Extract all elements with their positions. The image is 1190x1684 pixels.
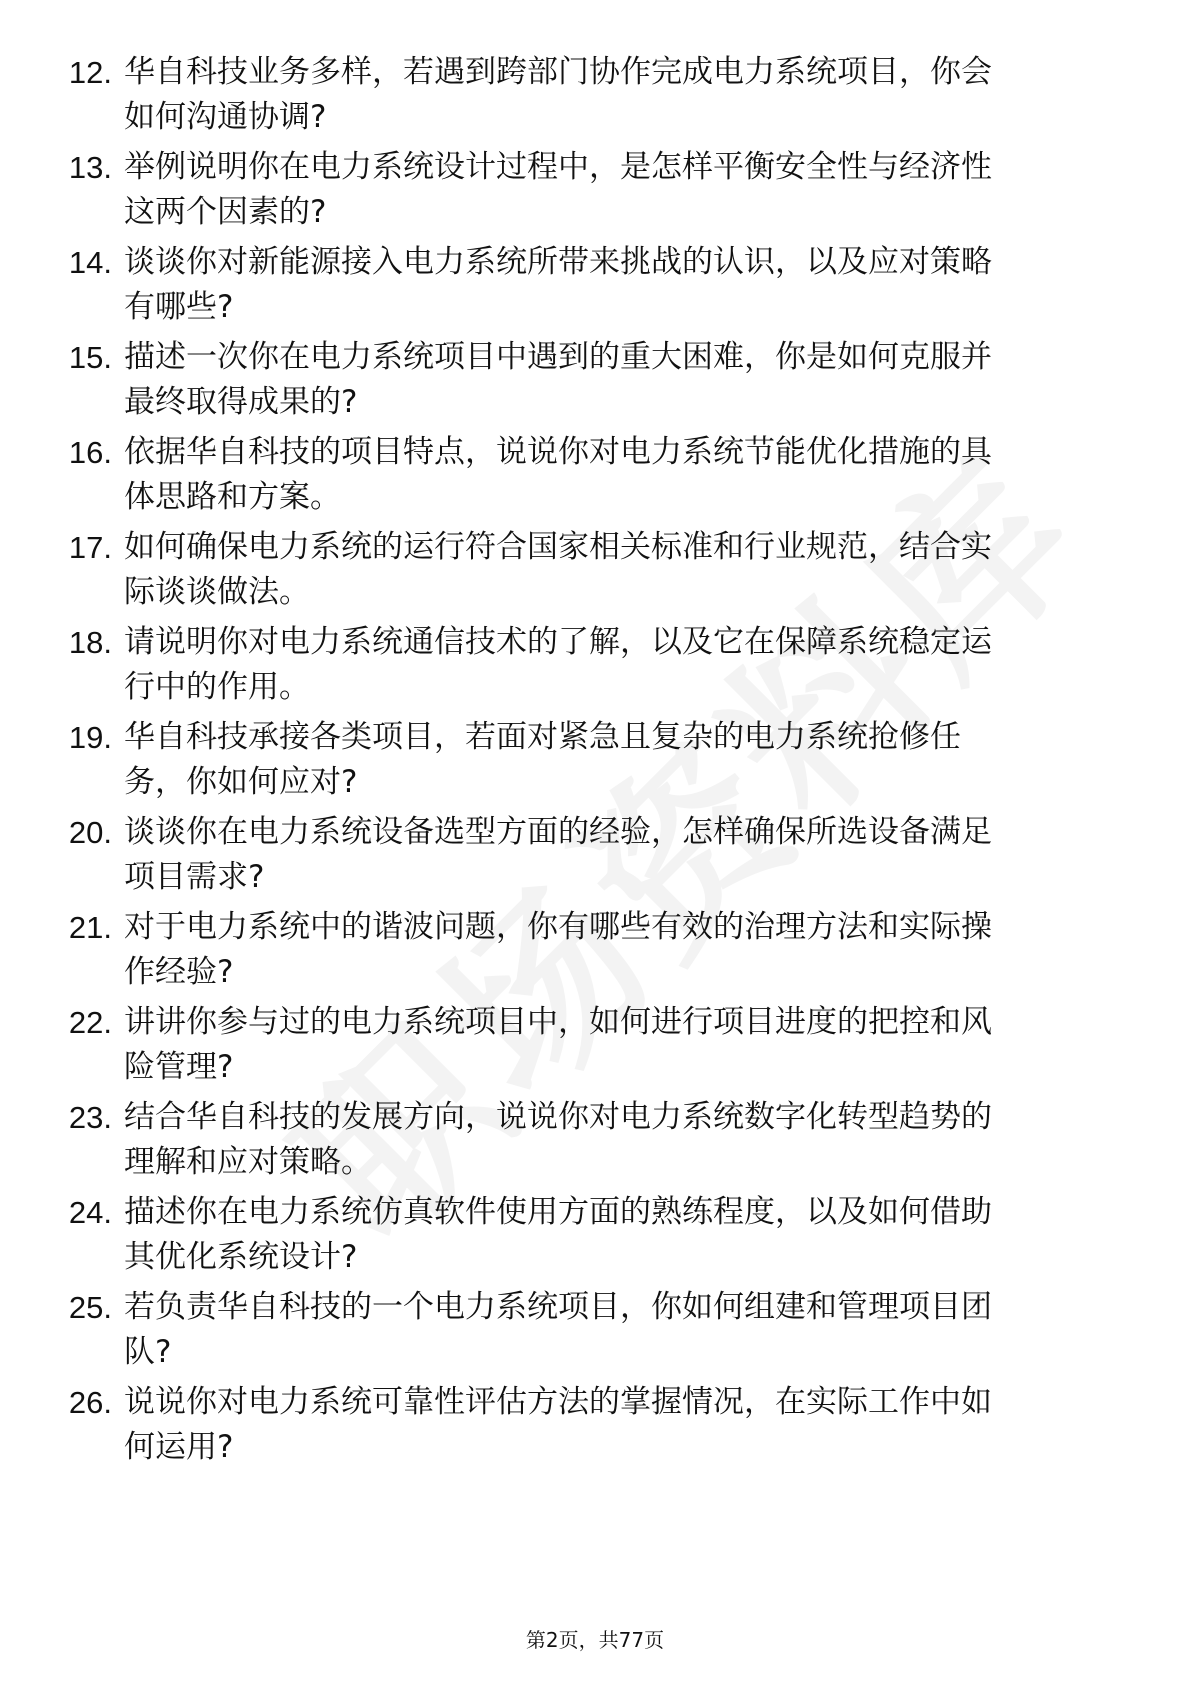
text-line: 理解和应对策略。 bbox=[124, 1144, 372, 1180]
text-line: 作经验? bbox=[124, 954, 234, 990]
text-line: 华自科技业务多样，若遇到跨部门协作完成电力系统项目，你会 bbox=[124, 54, 992, 90]
text-line: 举例说明你在电力系统设计过程中，是怎样平衡安全性与经济性 bbox=[124, 149, 992, 185]
item-number: 18. bbox=[68, 625, 112, 660]
item-number: 14. bbox=[68, 245, 112, 280]
text-line: 队? bbox=[124, 1334, 172, 1370]
text-line: 讲讲你参与过的电力系统项目中，如何进行项目进度的把控和风 bbox=[124, 1004, 992, 1040]
item-text bbox=[124, 905, 1124, 995]
item-text bbox=[124, 1285, 1124, 1375]
item-number: 20. bbox=[68, 815, 112, 850]
text-line: 际谈谈做法。 bbox=[124, 574, 310, 610]
item-number: 13. bbox=[68, 150, 112, 185]
item-number: 16. bbox=[68, 435, 112, 470]
text-line: 有哪些? bbox=[124, 289, 234, 325]
item-text bbox=[124, 1095, 1124, 1185]
item-text bbox=[124, 1380, 1124, 1470]
text-line: 华自科技承接各类项目，若面对紧急且复杂的电力系统抢修任 bbox=[124, 719, 961, 755]
item-text bbox=[124, 810, 1124, 900]
item-number: 17. bbox=[68, 530, 112, 565]
item-text bbox=[124, 525, 1124, 615]
item-text bbox=[124, 1000, 1124, 1090]
item-text bbox=[124, 430, 1124, 520]
text-line: 说说你对电力系统可靠性评估方法的掌握情况，在实际工作中如 bbox=[124, 1384, 992, 1420]
text-line: 务，你如何应对? bbox=[124, 764, 358, 800]
text-line: 最终取得成果的? bbox=[124, 384, 358, 420]
item-number: 22. bbox=[68, 1005, 112, 1040]
text-line: 若负责华自科技的一个电力系统项目，你如何组建和管理项目团 bbox=[124, 1289, 992, 1325]
item-number: 24. bbox=[68, 1195, 112, 1230]
item-number: 19. bbox=[68, 720, 112, 755]
item-number: 12. bbox=[68, 55, 112, 90]
text-line: 险管理? bbox=[124, 1049, 234, 1085]
text-line: 其优化系统设计? bbox=[124, 1239, 358, 1275]
text-line: 谈谈你在电力系统设备选型方面的经验，怎样确保所选设备满足 bbox=[124, 814, 992, 850]
text-line: 谈谈你对新能源接入电力系统所带来挑战的认识，以及应对策略 bbox=[124, 244, 992, 280]
text-line: 这两个因素的? bbox=[124, 194, 327, 230]
item-text bbox=[124, 50, 1124, 140]
item-number: 25. bbox=[68, 1290, 112, 1325]
item-text bbox=[124, 145, 1124, 235]
item-number: 15. bbox=[68, 340, 112, 375]
item-number: 21. bbox=[68, 910, 112, 945]
page-footer: 第2页，共77页 bbox=[525, 1628, 665, 1652]
text-line: 项目需求? bbox=[124, 859, 265, 895]
item-text bbox=[124, 335, 1124, 425]
text-line: 对于电力系统中的谐波问题，你有哪些有效的治理方法和实际操 bbox=[124, 909, 992, 945]
text-line: 依据华自科技的项目特点，说说你对电力系统节能优化措施的具 bbox=[124, 434, 992, 470]
item-text bbox=[124, 1190, 1124, 1280]
text-line: 体思路和方案。 bbox=[124, 479, 341, 515]
text-line: 行中的作用。 bbox=[124, 669, 310, 705]
item-text bbox=[124, 240, 1124, 330]
item-number: 26. bbox=[68, 1385, 112, 1420]
text-line: 如何沟通协调? bbox=[124, 99, 327, 135]
text-line: 如何确保电力系统的运行符合国家相关标准和行业规范，结合实 bbox=[124, 529, 992, 565]
text-line: 何运用? bbox=[124, 1429, 234, 1465]
text-line: 描述你在电力系统仿真软件使用方面的熟练程度，以及如何借助 bbox=[124, 1194, 992, 1230]
text-line: 结合华自科技的发展方向，说说你对电力系统数字化转型趋势的 bbox=[124, 1099, 992, 1135]
item-text bbox=[124, 620, 1124, 710]
text-line: 请说明你对电力系统通信技术的了解，以及它在保障系统稳定运 bbox=[124, 624, 992, 660]
item-text bbox=[124, 715, 1124, 805]
text-line: 描述一次你在电力系统项目中遇到的重大困难，你是如何克服并 bbox=[124, 339, 992, 375]
item-number: 23. bbox=[68, 1100, 112, 1135]
